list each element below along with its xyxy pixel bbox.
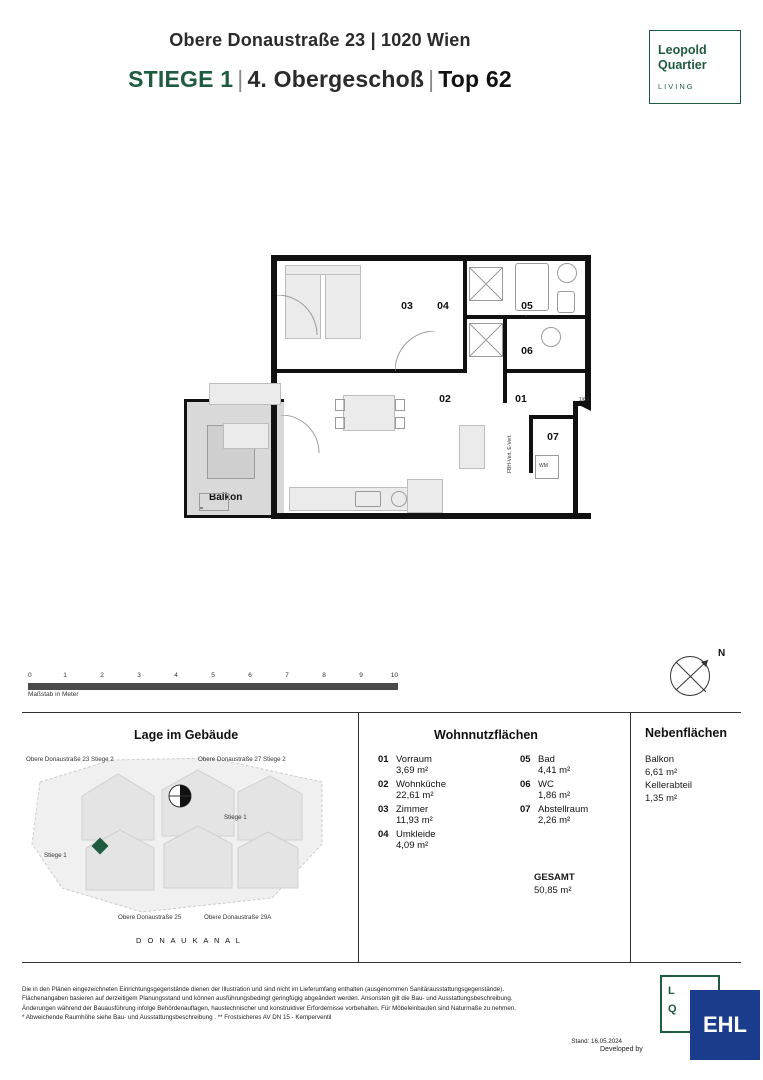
area-item	[378, 754, 446, 776]
plan-date: Stand: 16.05.2024	[571, 1038, 622, 1045]
room-label-05: 05	[521, 300, 533, 312]
logo-line-2: Quartier	[658, 57, 707, 72]
room-05-asterisk: *	[525, 315, 527, 321]
dining-table	[343, 395, 395, 431]
disclaimer-line-3: Änderungen während der Bauausführung infolge Behördenauflagen, haustechnischer und konstruktiver Erfordernisse vorbehalten. Für Möbeleinbauten sind Naturmaße zu nehmen.	[22, 1004, 516, 1012]
dining-chair-1	[335, 399, 345, 411]
room-label-01: 01	[515, 393, 527, 405]
dining-chair-2	[335, 417, 345, 429]
washing-machine-label: WM	[539, 463, 548, 469]
secondary-list	[645, 754, 755, 804]
secondary-areas-section	[645, 726, 755, 806]
title-row	[0, 66, 640, 93]
divider-bottom	[22, 962, 741, 963]
scale-tick-3: 3	[137, 672, 141, 679]
area-item	[378, 804, 446, 826]
fridge	[407, 479, 443, 513]
sitemap-label-3: Stiege 1	[224, 814, 247, 821]
scale-bar-graphic	[28, 683, 398, 690]
scale-tick-9: 9	[359, 672, 363, 679]
ehl-logo-text: EHL	[703, 1012, 747, 1037]
secondary-item-value: 6,61 m²	[645, 767, 678, 778]
scale-tick-5: 5	[211, 672, 215, 679]
secondary-title: Nebenflächen	[645, 726, 727, 740]
wall-interior-vertical-bath	[503, 315, 507, 373]
room-label-03: 03	[401, 300, 413, 312]
compass-rose	[668, 648, 734, 704]
unit-label: Top 62	[438, 66, 512, 92]
floor-label: 4. Obergeschoß	[247, 66, 425, 92]
developed-by-label: Developed by	[600, 1046, 643, 1053]
area-item	[378, 829, 446, 851]
wall-right-upper	[585, 255, 591, 405]
total-area	[534, 872, 575, 896]
area-number: 07	[520, 804, 531, 815]
scale-tick-10: 10	[390, 672, 398, 679]
door-swing-living-icon	[395, 331, 437, 373]
title-separator-1: |	[237, 66, 244, 92]
total-value: 50,85 m²	[534, 885, 572, 896]
wall-interior-horizontal-bath	[467, 315, 591, 319]
bed-right	[325, 273, 361, 339]
balcony-wall-left	[184, 400, 187, 518]
wall-top	[271, 255, 591, 261]
wall-interior-storage-top	[529, 415, 577, 419]
area-name: Wohnküche	[396, 779, 446, 790]
scale-tick-0: 0	[28, 672, 32, 679]
door-swing-bedroom-icon	[277, 295, 319, 337]
lq-footer-initial-1: L	[668, 985, 675, 997]
areas-column-left	[378, 754, 446, 854]
room-label-02: 02	[439, 393, 451, 405]
bed-headboard	[285, 265, 361, 275]
wall-interior-vertical-mid	[463, 255, 467, 373]
logo-subline: LIVING	[658, 81, 695, 91]
door-swing-balcony-icon	[281, 415, 321, 455]
scale-tick-4: 4	[174, 672, 178, 679]
frost-valve-mark: **	[199, 507, 203, 513]
area-value: 11,93 m²	[396, 815, 433, 826]
areas-title: Wohnnutzflächen	[434, 728, 538, 742]
room-label-07: 07	[547, 431, 559, 443]
secondary-item-value: 1,35 m²	[645, 793, 678, 804]
divider-vertical-2	[630, 712, 631, 962]
leopold-quartier-logo	[649, 30, 741, 104]
dining-chair-3	[395, 399, 405, 411]
room-label-04: 04	[437, 300, 449, 312]
sitemap-label-4: Stiege 1	[44, 852, 67, 859]
divider-vertical-1	[358, 712, 359, 962]
door-tag: 1/62	[579, 397, 589, 403]
area-value: 2,26 m²	[538, 815, 571, 826]
ehl-logo	[690, 990, 760, 1060]
area-name: Vorraum	[396, 754, 432, 765]
logo-line-1: Leopold	[658, 43, 707, 58]
area-number: 05	[520, 754, 531, 765]
disclaimer-line-2: Flächenangaben basieren auf derzeitigem Planungsstand und können ausführungsbedingt geringfügig abgeändert werden. Ansonsten gilt die Bau- und Ausstattungsbeschreibung.	[22, 995, 513, 1003]
sitemap-label-6: Obere Donaustraße 29A	[204, 914, 272, 921]
sofa	[209, 383, 281, 405]
room-label-06: 06	[521, 345, 533, 357]
scale-caption: Maßstab in Meter	[28, 691, 79, 698]
wall-interior-vorraum	[503, 373, 507, 403]
stiege-label: STIEGE 1	[128, 66, 234, 92]
wall-interior-storage-left	[529, 415, 533, 473]
coffee-table	[223, 423, 269, 449]
scale-bar	[28, 672, 398, 698]
scale-tick-2: 2	[100, 672, 104, 679]
sitemap-canal-label: D O N A U K A N A L	[136, 936, 242, 945]
balcony-wall-bottom	[184, 515, 284, 518]
area-value: 22,61 m²	[396, 790, 434, 801]
secondary-item-name: Balkon	[645, 754, 675, 765]
area-number: 01	[378, 754, 389, 765]
title-separator-2: |	[428, 66, 435, 92]
total-label: GESAMT	[534, 872, 575, 883]
disclaimer-line-1: Die in den Plänen eingezeichneten Einrichtungsgegenstände dienen der Illustration und sind nicht im Lieferumfang enthalten (ausgenommen Sanitärausstattungsgegenstände).	[22, 986, 504, 993]
washbasin	[557, 263, 577, 283]
wc-basin	[541, 327, 561, 347]
area-name: WC	[538, 779, 554, 790]
area-number: 06	[520, 779, 531, 790]
site-map	[22, 748, 352, 953]
site-map-graphic	[22, 748, 352, 938]
secondary-item-name: Kellerabteil	[645, 780, 692, 791]
shelf-unit	[459, 425, 485, 469]
wall-interior-horizontal-wc	[503, 369, 591, 373]
area-item	[520, 804, 588, 826]
scale-tick-6: 6	[248, 672, 252, 679]
area-value: 3,69 m²	[396, 765, 429, 776]
balcony-door-sill	[199, 493, 229, 511]
divider-top	[22, 712, 741, 713]
area-number: 03	[378, 804, 389, 815]
address-line: Obere Donaustraße 23 | 1020 Wien	[169, 30, 471, 50]
kitchen-sink	[391, 491, 407, 507]
lq-footer-initial-2: Q	[668, 1003, 677, 1015]
wardrobe-lower-cross-icon	[469, 323, 503, 357]
area-value: 1,86 m²	[538, 790, 571, 801]
compass-north-label: N	[718, 648, 726, 659]
area-item	[378, 779, 446, 801]
area-value: 4,41 m²	[538, 765, 571, 776]
wardrobe-upper-cross-icon	[469, 267, 503, 301]
area-number: 04	[378, 829, 389, 840]
scale-ticks	[28, 672, 398, 683]
area-item	[520, 779, 588, 801]
bath-toilet	[557, 291, 575, 313]
balcony-label: Balkon	[209, 492, 243, 503]
document-header	[0, 0, 763, 120]
dining-chair-4	[395, 417, 405, 429]
scale-tick-7: 7	[285, 672, 289, 679]
cooktop	[355, 491, 381, 507]
scale-tick-8: 8	[322, 672, 326, 679]
area-name: Abstellraum	[538, 804, 589, 815]
footer-disclaimer	[22, 985, 622, 1045]
areas-column-right	[520, 754, 588, 829]
floor-plan-drawing	[0, 150, 763, 620]
fbh-vert-label: FBH-Vert. E-Vert.	[507, 434, 513, 473]
area-name: Umkleide	[396, 829, 436, 840]
disclaimer-line-4: * Abweichende Raumhöhe siehe Bau- und Ausstattungsbeschreibung . ** Frostsicheres AV DN 15 - Kemperventil	[22, 1013, 332, 1021]
scale-tick-1: 1	[63, 672, 67, 679]
area-value: 4,09 m²	[396, 840, 429, 851]
area-number: 02	[378, 779, 389, 790]
apartment-outline	[185, 255, 597, 523]
sitemap-label-2: Obere Donaustraße 27 Stiege 2	[198, 756, 286, 763]
sitemap-title: Lage im Gebäude	[134, 728, 239, 742]
sitemap-label-5: Obere Donaustraße 25	[118, 914, 182, 921]
area-item	[520, 754, 588, 776]
wall-bottom	[271, 513, 591, 519]
sitemap-label-1: Obere Donaustraße 23 Stiege 2	[26, 756, 114, 763]
area-name: Bad	[538, 754, 555, 765]
area-name: Zimmer	[396, 804, 429, 815]
